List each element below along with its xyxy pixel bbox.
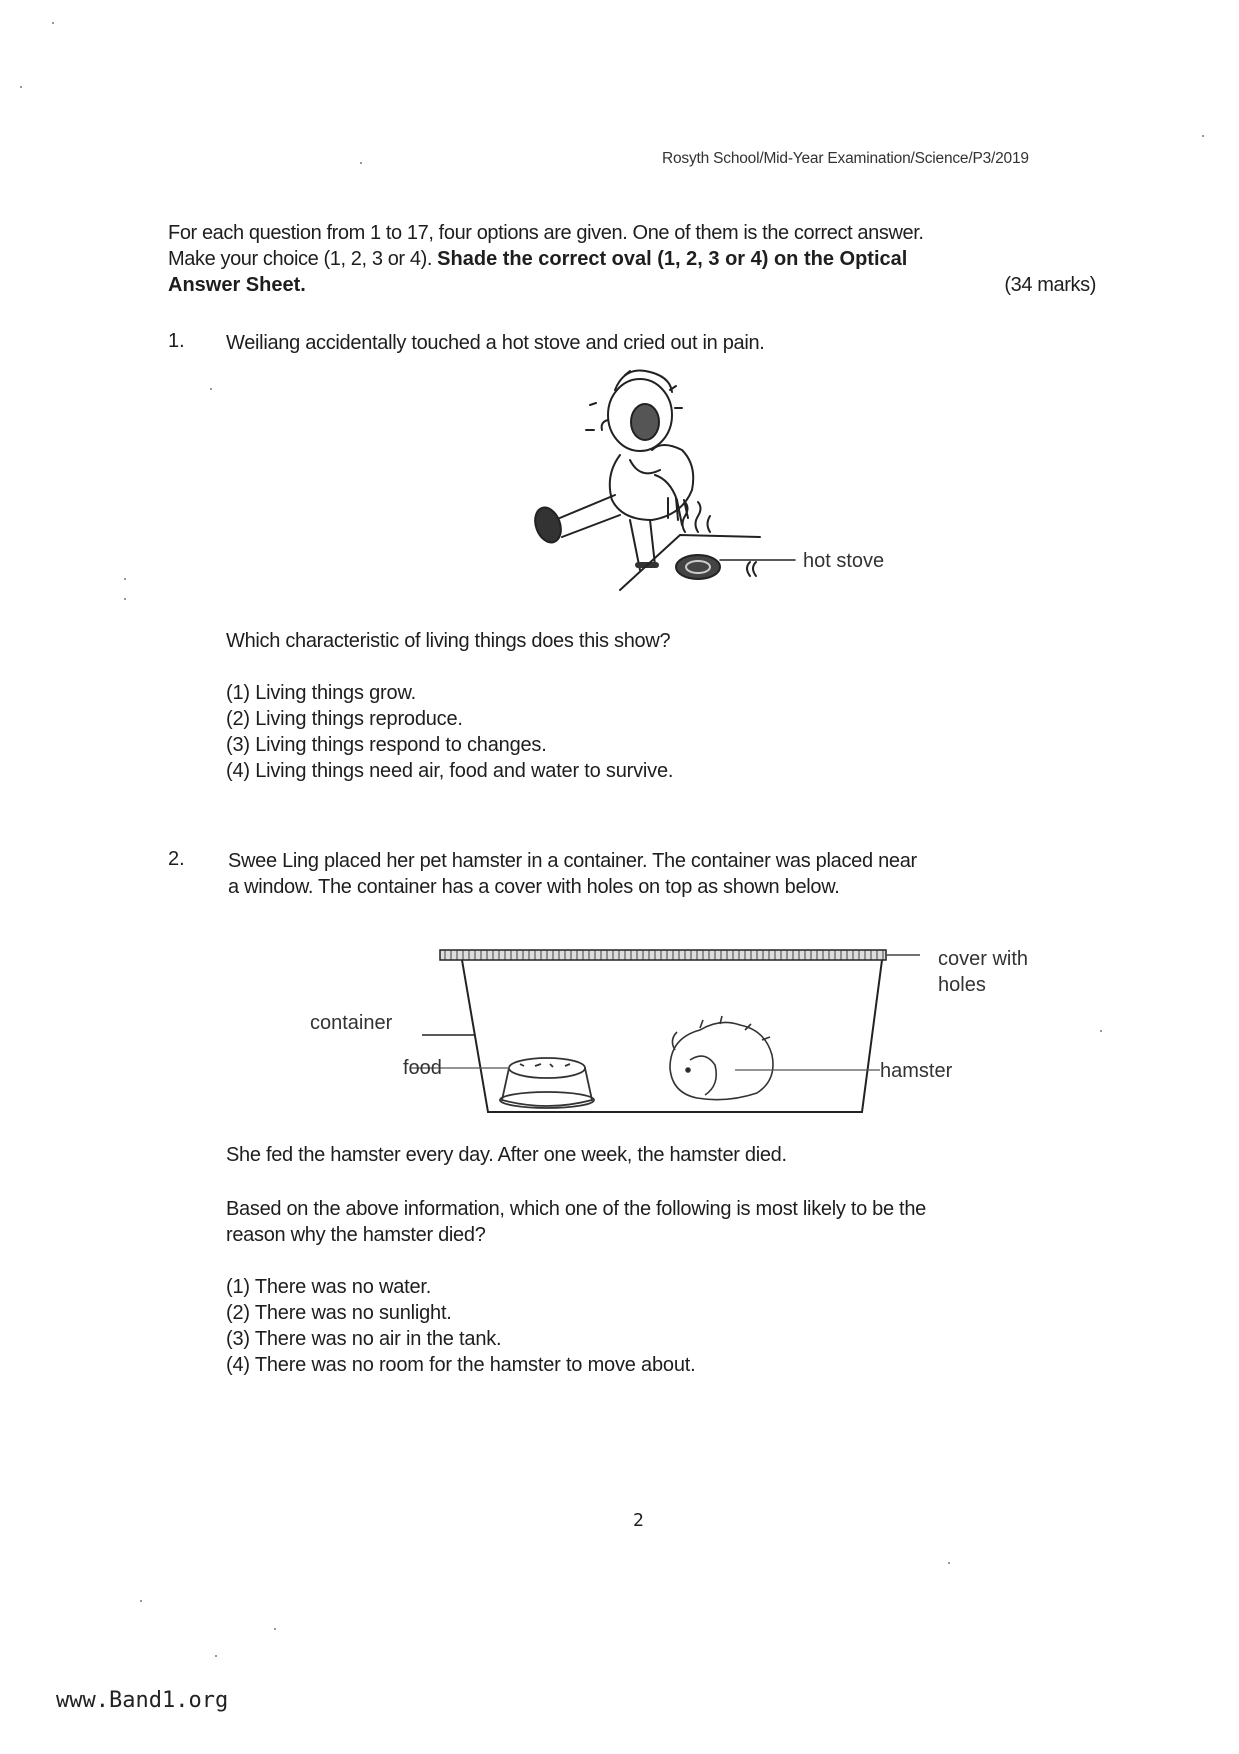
question-1-options bbox=[226, 680, 673, 784]
question-2-options bbox=[226, 1274, 695, 1378]
instructions-bold-end: Answer Sheet. bbox=[168, 274, 306, 296]
scan-speck bbox=[52, 22, 54, 24]
hot-stove-label: hot stove bbox=[803, 550, 885, 572]
cover-label-line-1: cover with bbox=[938, 948, 1029, 970]
question-2-text bbox=[228, 848, 917, 900]
steam bbox=[683, 502, 711, 532]
instructions-line-1: For each question from 1 to 17, four options are given. One of them is the correct answer. bbox=[168, 222, 924, 244]
scan-speck bbox=[1202, 135, 1204, 137]
question-2-prompt-line-2: reason why the hamster died? bbox=[226, 1224, 486, 1246]
scan-speck bbox=[360, 162, 362, 164]
cover-label-line-2: holes bbox=[938, 974, 986, 996]
total-marks: (34 marks) bbox=[1004, 274, 1096, 296]
food-bowl bbox=[500, 1058, 594, 1108]
question-1-option-1: (1) Living things grow. bbox=[226, 682, 416, 704]
watermark: www.Band1.org bbox=[50, 1686, 234, 1715]
scan-speck bbox=[1100, 1030, 1102, 1032]
boy-open-mouth bbox=[631, 404, 659, 440]
question-2-statement: She fed the hamster every day. After one week, the hamster died. bbox=[226, 1144, 787, 1166]
hamster-label: hamster bbox=[880, 1060, 953, 1082]
question-2-text-line-1: Swee Ling placed her pet hamster in a container. The container was placed near bbox=[228, 850, 917, 872]
question-2-option-2: (2) There was no sunlight. bbox=[226, 1302, 452, 1324]
question-2-prompt bbox=[226, 1196, 926, 1248]
scan-speck bbox=[215, 1655, 217, 1657]
scan-speck bbox=[20, 86, 22, 88]
question-2-text-line-2: a window. The container has a cover with holes on top as shown below. bbox=[228, 876, 840, 898]
scan-speck bbox=[210, 388, 212, 390]
scan-speck bbox=[124, 598, 126, 600]
question-1-number: 1. bbox=[168, 330, 185, 352]
cover-with-holes bbox=[440, 950, 886, 960]
hamster bbox=[670, 1016, 773, 1100]
page-number: 2 bbox=[633, 1510, 644, 1531]
question-2-option-1: (1) There was no water. bbox=[226, 1276, 432, 1298]
instructions-line-3 bbox=[168, 272, 1096, 298]
hamster-in-container-illustration bbox=[400, 940, 940, 1120]
scan-speck bbox=[124, 578, 126, 580]
food-label: food bbox=[403, 1057, 442, 1079]
question-1-option-3: (3) Living things respond to changes. bbox=[226, 734, 547, 756]
cover-with-holes-label bbox=[938, 946, 1028, 998]
boy-hair bbox=[615, 370, 672, 392]
running-header: Rosyth School/Mid-Year Examination/Science/P3/2019 bbox=[662, 150, 1029, 167]
scan-speck bbox=[140, 1600, 142, 1602]
container-label: container bbox=[310, 1012, 393, 1034]
question-1-text: Weiliang accidentally touched a hot stove and cried out in pain. bbox=[226, 332, 765, 354]
instructions bbox=[168, 220, 1096, 298]
boy-leg bbox=[555, 495, 620, 537]
question-1-option-4: (4) Living things need air, food and water to survive. bbox=[226, 760, 674, 782]
question-2-number: 2. bbox=[168, 848, 185, 870]
question-1-option-2: (2) Living things reproduce. bbox=[226, 708, 463, 730]
instructions-bold: Shade the correct oval (1, 2, 3 or 4) on the Optical bbox=[437, 248, 908, 270]
question-2-prompt-line-1: Based on the above information, which one of the following is most likely to be the bbox=[226, 1198, 926, 1220]
question-2-option-3: (3) There was no air in the tank. bbox=[226, 1328, 502, 1350]
instructions-line-2 bbox=[168, 246, 1096, 272]
container-outline bbox=[462, 960, 882, 1112]
boy-body bbox=[610, 445, 693, 520]
scan-speck bbox=[274, 1628, 276, 1630]
question-1-prompt: Which characteristic of living things does this show? bbox=[226, 630, 671, 652]
instructions-plain: Make your choice (1, 2, 3 or 4). bbox=[168, 248, 432, 270]
stove-burner bbox=[676, 555, 720, 579]
scan-speck bbox=[948, 1562, 950, 1564]
question-2-option-4: (4) There was no room for the hamster to move about. bbox=[226, 1354, 696, 1376]
boy-shoe bbox=[531, 504, 566, 546]
